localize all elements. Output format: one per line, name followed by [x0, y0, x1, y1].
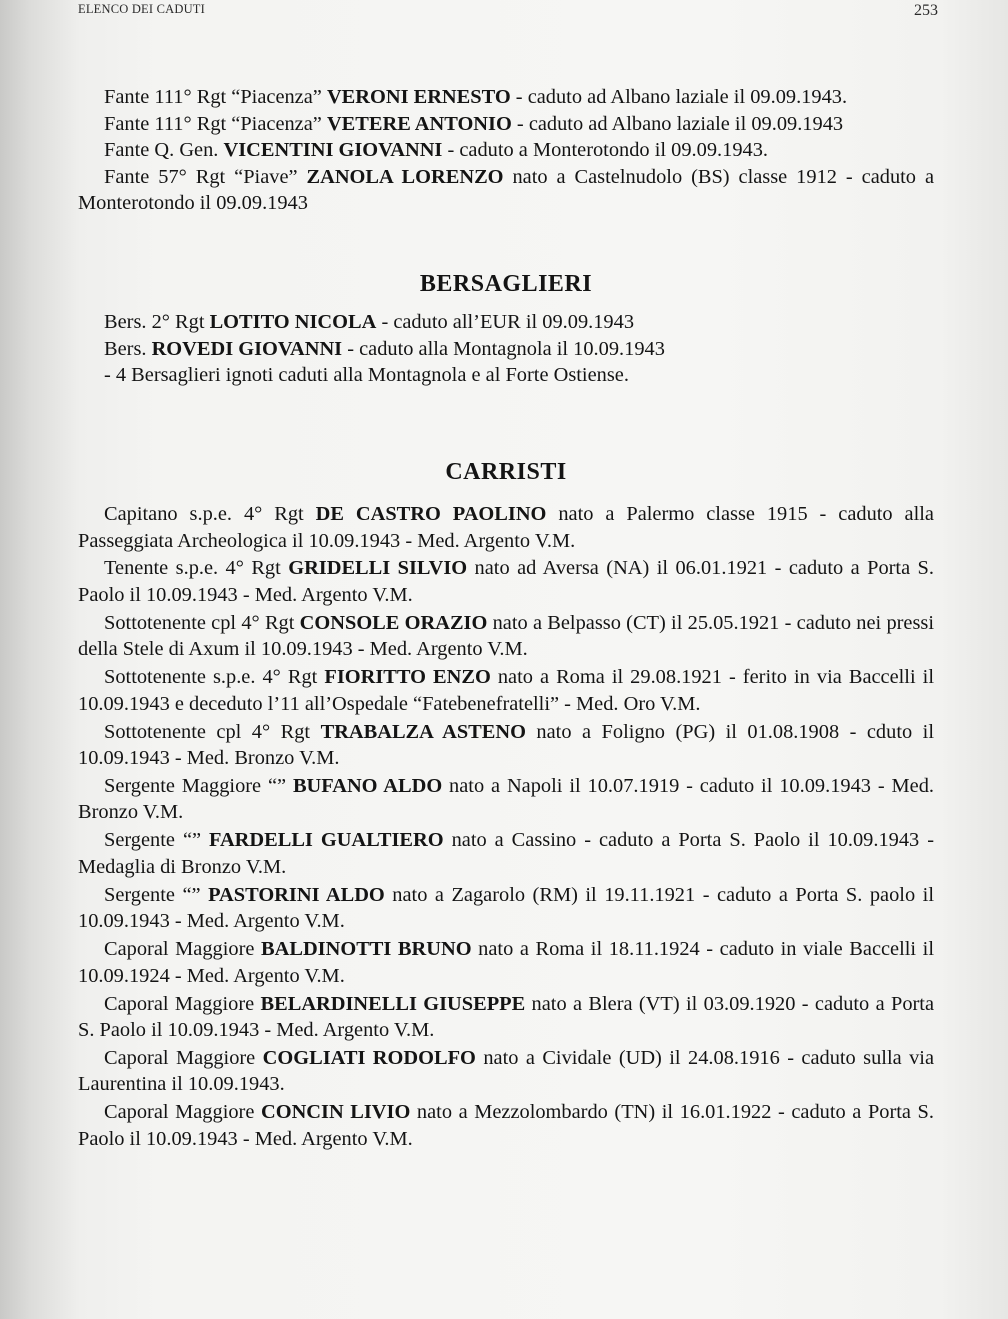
- list-entry: Fante 111° Rgt “Piacenza” VETERE ANTONIO - caduto ad Albano laziale il 09.09.1943: [104, 112, 844, 135]
- fallen-name: TRABALZA ASTENO: [320, 720, 526, 743]
- fallen-name: VETERE ANTONIO: [326, 112, 512, 135]
- running-head: ELENCO DEI CADUTI: [78, 2, 205, 16]
- list-entry: Caporal Maggiore BELARDINELLI GIUSEPPE nato a Blera (VT) il 03.09.1920 - caduto a Porta S. Paolo il 10.09.1943 - Med. Argento V.M.: [78, 992, 935, 1042]
- list-entry: Bers. 2° Rgt LOTITO NICOLA - caduto all’EUR il 09.09.1943: [104, 311, 635, 333]
- fallen-name: LOTITO NICOLA: [209, 311, 377, 333]
- section-title-bersaglieri: BERSAGLIERI: [419, 270, 593, 297]
- list-entry: Sottotenente s.p.e. 4° Rgt FIORITTO ENZO nato a Roma il 29.08.1921 - ferito in via Baccelli il 10.09.1943 e deceduto l’11 all’Ospedale “Fatebenefratelli” - Med. Oro V.M.: [78, 666, 935, 715]
- page-content: [78, 84, 934, 1154]
- list-entry: - 4 Bersaglieri ignoti caduti alla Montagnola e al Forte Ostiense.: [104, 364, 629, 386]
- list-entry: Caporal Maggiore BALDINOTTI BRUNO nato a Roma il 18.11.1924 - caduto in viale Baccelli il 10.09.1924 - Med. Argento V.M.: [78, 938, 935, 987]
- list-entry: Sottotenente cpl 4° Rgt CONSOLE ORAZIO nato a Belpasso (CT) il 25.05.1921 - caduto nei pressi della Stele di Axum il 10.09.1943 - Med. Argento V.M.: [78, 611, 935, 661]
- fallen-name: FARDELLI GUALTIERO: [209, 829, 444, 852]
- fallen-name: PASTORINI ALDO: [208, 883, 385, 906]
- page-number: 253: [914, 2, 938, 19]
- list-entry: Sergente Maggiore “” BUFANO ALDO nato a Napoli il 10.07.1919 - caduto il 10.09.1943 - Med. Bronzo V.M.: [78, 774, 934, 824]
- fallen-name: BALDINOTTI BRUNO: [261, 938, 472, 961]
- bersaglieri-entries: [78, 309, 934, 389]
- list-entry: Fante 57° Rgt “Piave” ZANOLA LORENZO nato a Castelnudolo (BS) classe 1912 - caduto a Monterotondo il 09.09.1943: [78, 165, 934, 214]
- list-entry: Fante Q. Gen. VICENTINI GIOVANNI - caduto a Monterotondo il 09.09.1943.: [104, 139, 769, 161]
- fallen-name: COGLIATI RODOLFO: [262, 1046, 476, 1069]
- list-entry: Fante 111° Rgt “Piacenza” VERONI ERNESTO - caduto ad Albano laziale il 09.09.1943.: [104, 86, 848, 108]
- list-entry: Tenente s.p.e. 4° Rgt GRIDELLI SILVIO nato ad Aversa (NA) il 06.01.1921 - caduto a Porta S. Paolo il 10.09.1943 - Med. Argento V.M.: [78, 557, 934, 606]
- fallen-name: ZANOLA LORENZO: [306, 165, 504, 188]
- fallen-name: VERONI ERNESTO: [326, 86, 511, 108]
- list-entry: Sottotenente cpl 4° Rgt TRABALZA ASTENO nato a Foligno (PG) il 01.08.1908 - cduto il 10.09.1943 - Med. Bronzo V.M.: [78, 720, 934, 770]
- fallen-name: CONCIN LIVIO: [260, 1101, 411, 1124]
- list-entry: Caporal Maggiore COGLIATI RODOLFO nato a Cividale (UD) il 24.08.1916 - caduto sulla via Laurentina il 10.09.1943.: [78, 1046, 935, 1096]
- fallen-name: VICENTINI GIOVANNI: [223, 139, 443, 161]
- fallen-name: DE CASTRO PAOLINO: [315, 503, 547, 525]
- fallen-name: BUFANO ALDO: [292, 774, 443, 797]
- list-entry: Bers. ROVEDI GIOVANNI - caduto alla Montagnola il 10.09.1943: [104, 337, 665, 360]
- list-entry: Sergente “” FARDELLI GUALTIERO nato a Cassino - caduto a Porta S. Paolo il 10.09.1943 - Medaglia di Bronzo V.M.: [78, 829, 934, 878]
- carristi-entries: [78, 501, 934, 1152]
- fallen-name: FIORITTO ENZO: [324, 666, 491, 689]
- section-title-carristi: CARRISTI: [445, 458, 567, 485]
- list-entry: Caporal Maggiore CONCIN LIVIO nato a Mezzolombardo (TN) il 16.01.1922 - caduto a Porta S. Paolo il 10.09.1943 - Med. Argento V.M.: [78, 1101, 934, 1150]
- intro-entries: [78, 84, 934, 217]
- fallen-name: GRIDELLI SILVIO: [288, 557, 468, 580]
- list-entry: Capitano s.p.e. 4° Rgt DE CASTRO PAOLINO nato a Palermo classe 1915 - caduto alla Passeggiata Archeologica il 10.09.1943 - Med. Argento V.M.: [78, 503, 934, 552]
- fallen-name: ROVEDI GIOVANNI: [151, 337, 343, 360]
- list-entry: Sergente “” PASTORINI ALDO nato a Zagarolo (RM) il 19.11.1921 - caduto a Porta S. paolo il 10.09.1943 - Med. Argento V.M.: [78, 883, 934, 933]
- fallen-name: CONSOLE ORAZIO: [299, 611, 488, 634]
- fallen-name: BELARDINELLI GIUSEPPE: [260, 992, 526, 1015]
